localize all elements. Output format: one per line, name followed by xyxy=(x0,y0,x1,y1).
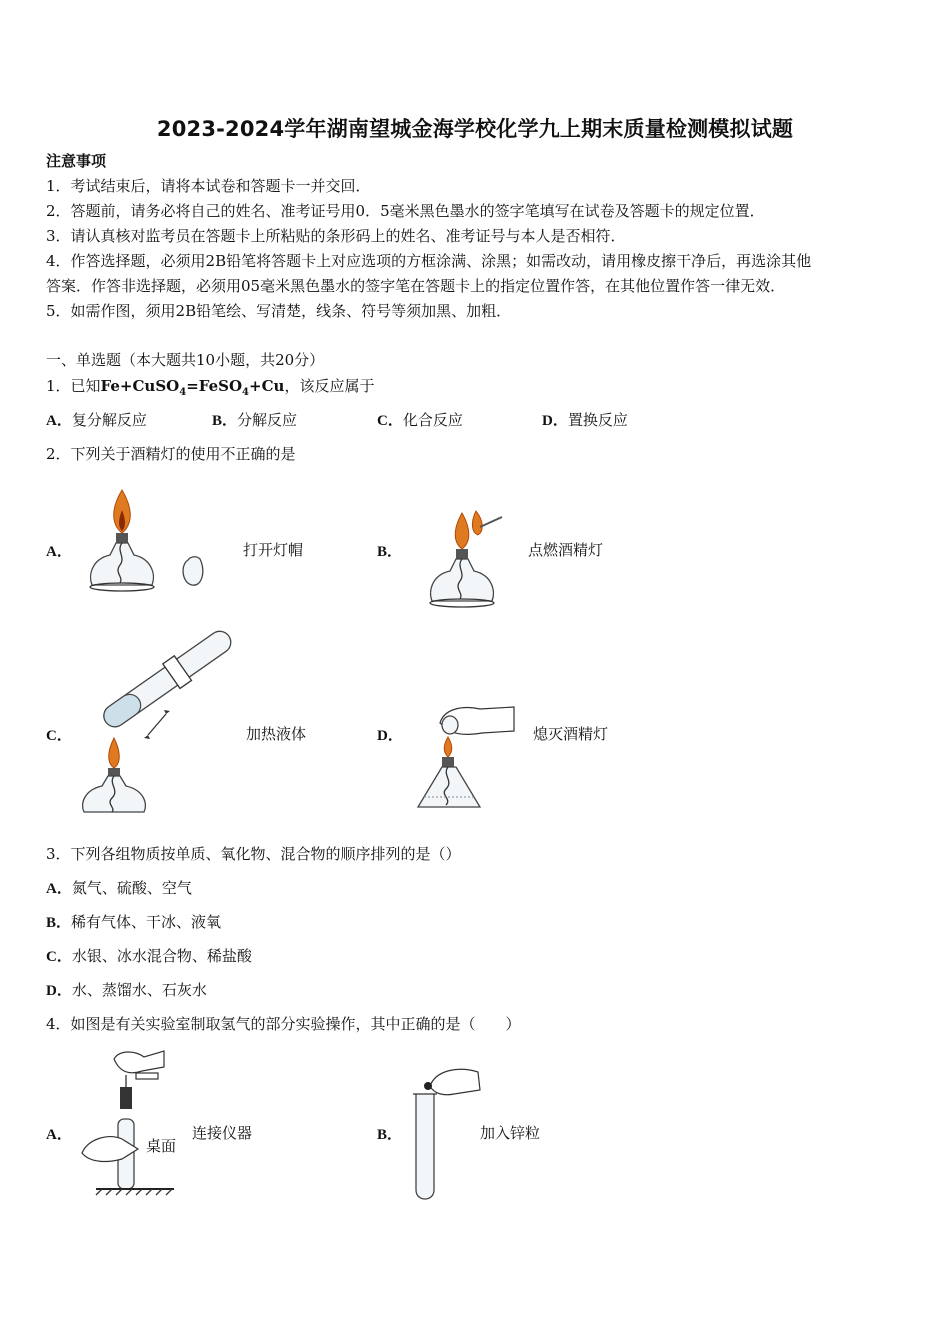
q1-option-c: C．化合反应 xyxy=(377,411,463,429)
q1-option-a: A．复分解反应 xyxy=(46,411,147,429)
section-heading: 一、单选题（本大题共10小题，共20分） xyxy=(46,351,325,369)
q2-option-d-caption: 熄灭酒精灯 xyxy=(533,725,609,743)
q3-option-c: C．水银、冰水混合物、稀盐酸 xyxy=(46,947,252,965)
page-title: 2023-2024学年湖南望城金海学校化学九上期末质量检测模拟试题 xyxy=(156,117,794,141)
extinguish-lamp-figure xyxy=(410,695,530,820)
q1-option-b: B．分解反应 xyxy=(212,411,298,429)
equation: Fe+CuSO$_4$=FeSO$_4$+Cu xyxy=(100,377,285,398)
q2-option-b-caption: 点燃酒精灯 xyxy=(528,541,604,559)
alcohol-lamp-open-cap-figure xyxy=(80,485,240,605)
q4-option-b-letter: B． xyxy=(377,1127,403,1143)
notice-item: 答案．作答非选择题，必须用05毫米黑色墨水的签字笔在答题卡上的指定位置作答，在其他位置作答一律无效． xyxy=(46,277,786,295)
q2-option-a-caption: 打开灯帽 xyxy=(243,541,304,559)
question-3-stem: 3．下列各组物质按单质、氧化物、混合物的顺序排列的是（） xyxy=(46,845,461,863)
notice-item: 2．答题前，请务必将自己的姓名、准考证号用0．5毫米黑色墨水的签字笔填写在试卷及答题卡的规定位置． xyxy=(46,202,765,220)
q1-option-d: D．置换反应 xyxy=(542,411,628,429)
notice-heading: 注意事项 xyxy=(46,152,107,170)
notice-item: 1．考试结束后，请将本试卷和答题卡一并交回． xyxy=(46,177,371,195)
q3-option-a: A．氮气、硫酸、空气 xyxy=(46,879,192,897)
q2-option-d-letter: D． xyxy=(377,728,403,744)
notice-item: 4．作答选择题，必须用2B铅笔将答题卡上对应选项的方框涂满、涂黑；如需改动，请用橡皮擦干净后，再选涂其他 xyxy=(46,252,812,270)
q4-option-a-caption: 连接仪器 xyxy=(192,1124,253,1142)
q4-option-b-caption: 加入锌粒 xyxy=(480,1124,541,1142)
alcohol-lamp-lighting-figure xyxy=(420,505,530,615)
desk-label: 桌面 xyxy=(146,1137,177,1155)
add-zinc-figure xyxy=(410,1060,490,1205)
q3-option-b: B．稀有气体、干冰、液氧 xyxy=(46,913,222,931)
heating-liquid-figure xyxy=(78,640,248,820)
q2-option-a-letter: A． xyxy=(46,544,72,560)
q2-option-c-caption: 加热液体 xyxy=(246,725,307,743)
q2-option-b-letter: B． xyxy=(377,544,403,560)
connect-apparatus-figure xyxy=(78,1045,188,1195)
q3-option-d: D．水、蒸馏水、石灰水 xyxy=(46,981,207,999)
q4-option-a-letter: A． xyxy=(46,1127,72,1143)
q2-option-c-letter: C． xyxy=(46,728,72,744)
notice-item: 3．请认真核对监考员在答题卡上所粘贴的条形码上的姓名、准考证号与本人是否相符． xyxy=(46,227,626,245)
notice-item: 5．如需作图，须用2B铅笔绘、写清楚，线条、符号等须加黑、加粗． xyxy=(46,302,512,320)
question-1-stem: 1．已知Fe+CuSO$_4$=FeSO$_4$+Cu，该反应属于 xyxy=(46,377,375,398)
question-4-stem: 4．如图是有关实验室制取氢气的部分实验操作，其中正确的是（ ） xyxy=(46,1015,521,1033)
question-2-stem: 2．下列关于酒精灯的使用不正确的是 xyxy=(46,445,296,463)
